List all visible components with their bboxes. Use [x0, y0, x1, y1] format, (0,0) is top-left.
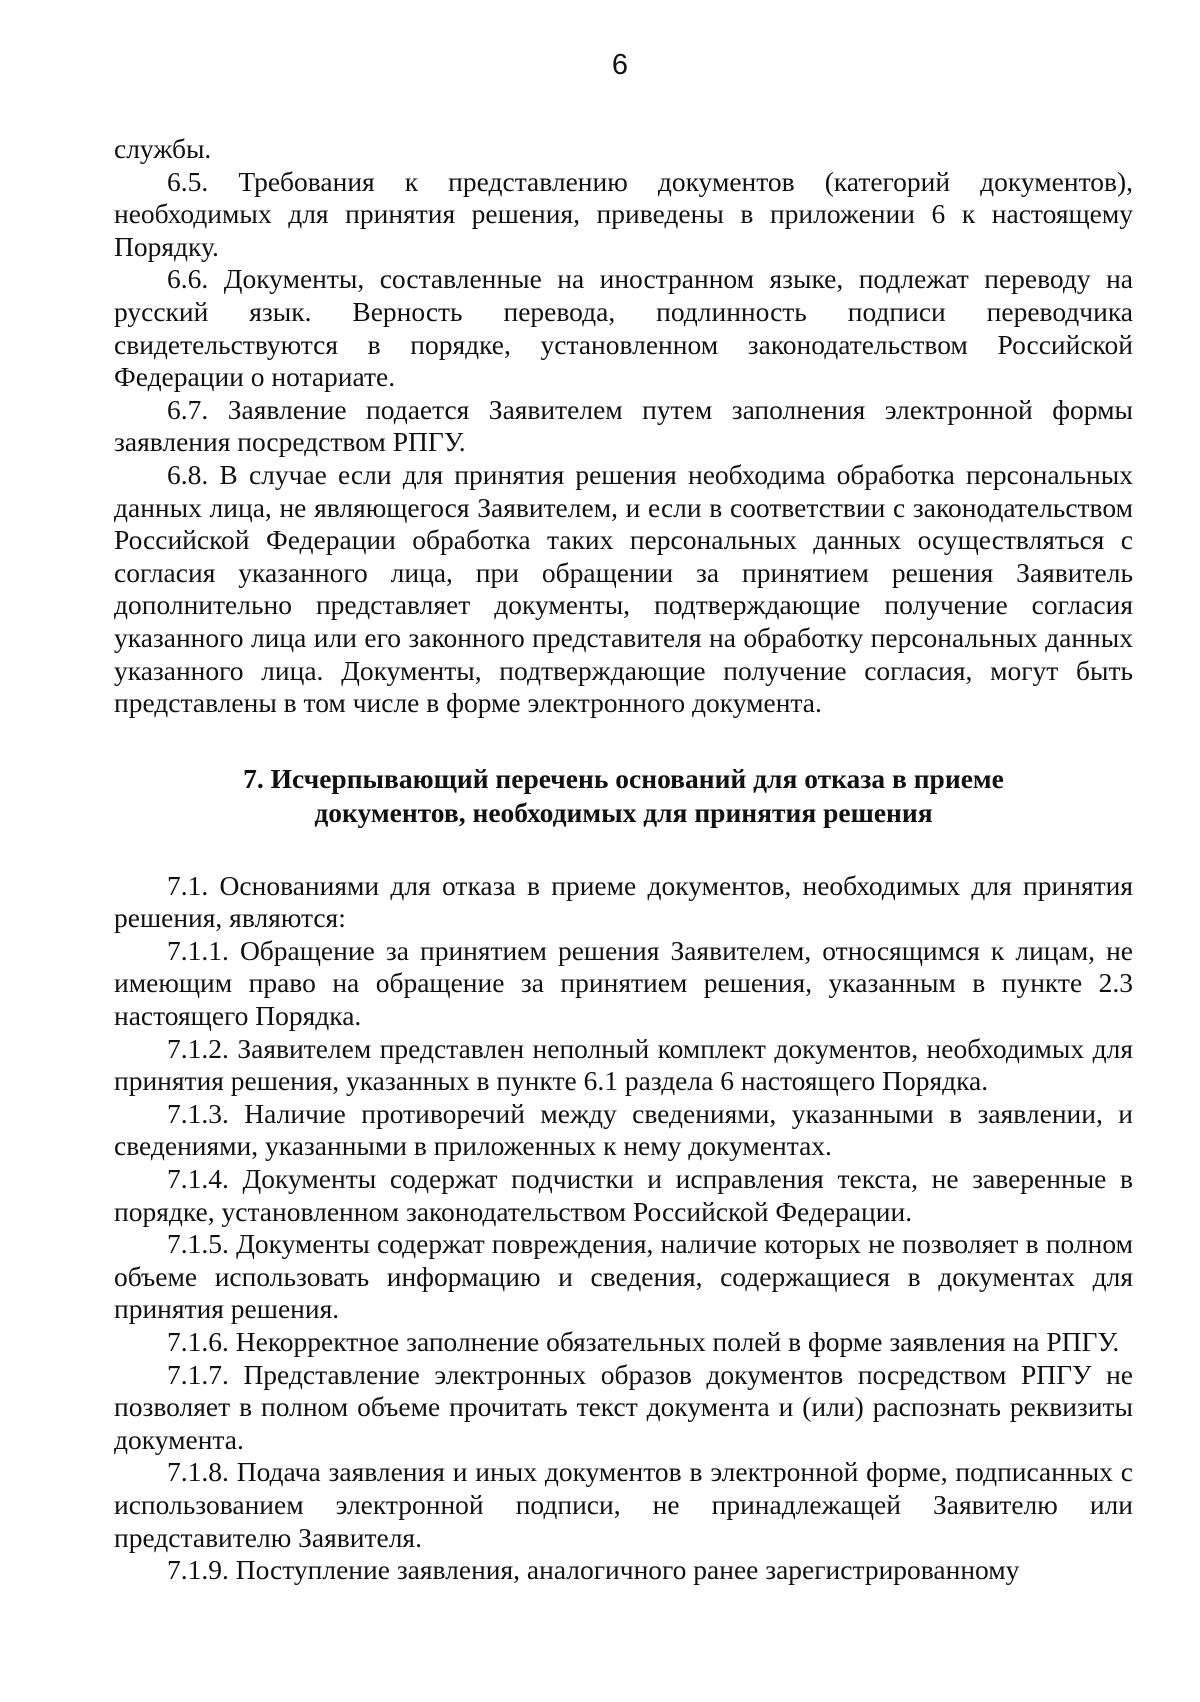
paragraph-7-1-2: 7.1.2. Заявителем представлен неполный комплект документов, необходимых для принятия решения, указанных в пункте 6.1 раздела 6 настоящего Порядка. — [114, 1032, 1133, 1097]
section-7-heading-line-2: документов, необходимых для принятия решения — [314, 796, 933, 828]
paragraph-6-5: 6.5. Требования к представлению документов (категорий документов), необходимых для принятия решения, приведены в приложении 6 к настоящему Порядку. — [114, 165, 1133, 262]
paragraph-7-1-3: 7.1.3. Наличие противоречий между сведениями, указанными в заявлении, и сведениями, указанными в приложенных к нему документах. — [114, 1097, 1133, 1162]
paragraph-7-1-1: 7.1.1. Обращение за принятием решения Заявителем, относящимся к лицам, не имеющим право на обращение за принятием решения, указанным в пункте 2.3 настоящего Порядка. — [114, 934, 1133, 1032]
page-number: 6 — [611, 49, 629, 81]
paragraph-6-6: 6.6. Документы, составленные на иностранном языке, подлежат переводу на русский язык. Верность перевода, подлинность подписи переводчика свидетельствуются в порядке, установленном законодательством Российской Федерации о нотариате. — [114, 263, 1133, 393]
paragraph-7-1: 7.1. Основаниями для отказа в приеме документов, необходимых для принятия решения, являются: — [114, 869, 1133, 934]
paragraph-7-1-5: 7.1.5. Документы содержат повреждения, наличие которых не позволяет в полном объеме использовать информацию и сведения, содержащиеся в документах для принятия решения. — [114, 1228, 1133, 1325]
paragraph-7-1-7: 7.1.7. Представление электронных образов документов посредством РПГУ не позволяет в полном объеме прочитать текст документа и (или) распознать реквизиты документа. — [114, 1358, 1133, 1455]
paragraph-7-1-9: 7.1.9. Поступление заявления, аналогичного ранее зарегистрированному — [167, 1554, 1020, 1586]
section-7-heading-line-1: 7. Исчерпывающий перечень оснований для отказа в приеме — [243, 762, 1004, 794]
paragraph-6-7: 6.7. Заявление подается Заявителем путем заполнения электронной формы заявления посредством РПГУ. — [114, 393, 1133, 458]
section-7-heading — [114, 762, 1133, 830]
paragraph-7-1-6: 7.1.6. Некорректное заполнение обязательных полей в форме заявления на РПГУ. — [167, 1326, 1120, 1357]
document-body — [114, 133, 1133, 1587]
paragraph-7-1-8: 7.1.8. Подача заявления и иных документов в электронной форме, подписанных с использованием электронной подписи, не принадлежащей Заявителю или представителю Заявителя. — [114, 1456, 1133, 1553]
carryover-text: службы. — [114, 133, 212, 164]
paragraph-6-8: 6.8. В случае если для принятия решения необходима обработка персональных данных лица, не являющегося Заявителем, и если в соответствии с законодательством Российской Федерации обработка таких персональных данных осуществляться с согласия указанного лица, при обращении за принятием решения Заявитель дополнительно представляет документы, подтверждающие получение согласия указанного лица или его законного представителя на обработку персональных данных указанного лица. Документы, подтверждающие получение согласия, могут быть представлены в том числе в форме электронного документа. — [114, 458, 1133, 719]
paragraph-7-1-4: 7.1.4. Документы содержат подчистки и исправления текста, не заверенные в порядке, установленном законодательством Российской Федерации. — [114, 1163, 1133, 1227]
